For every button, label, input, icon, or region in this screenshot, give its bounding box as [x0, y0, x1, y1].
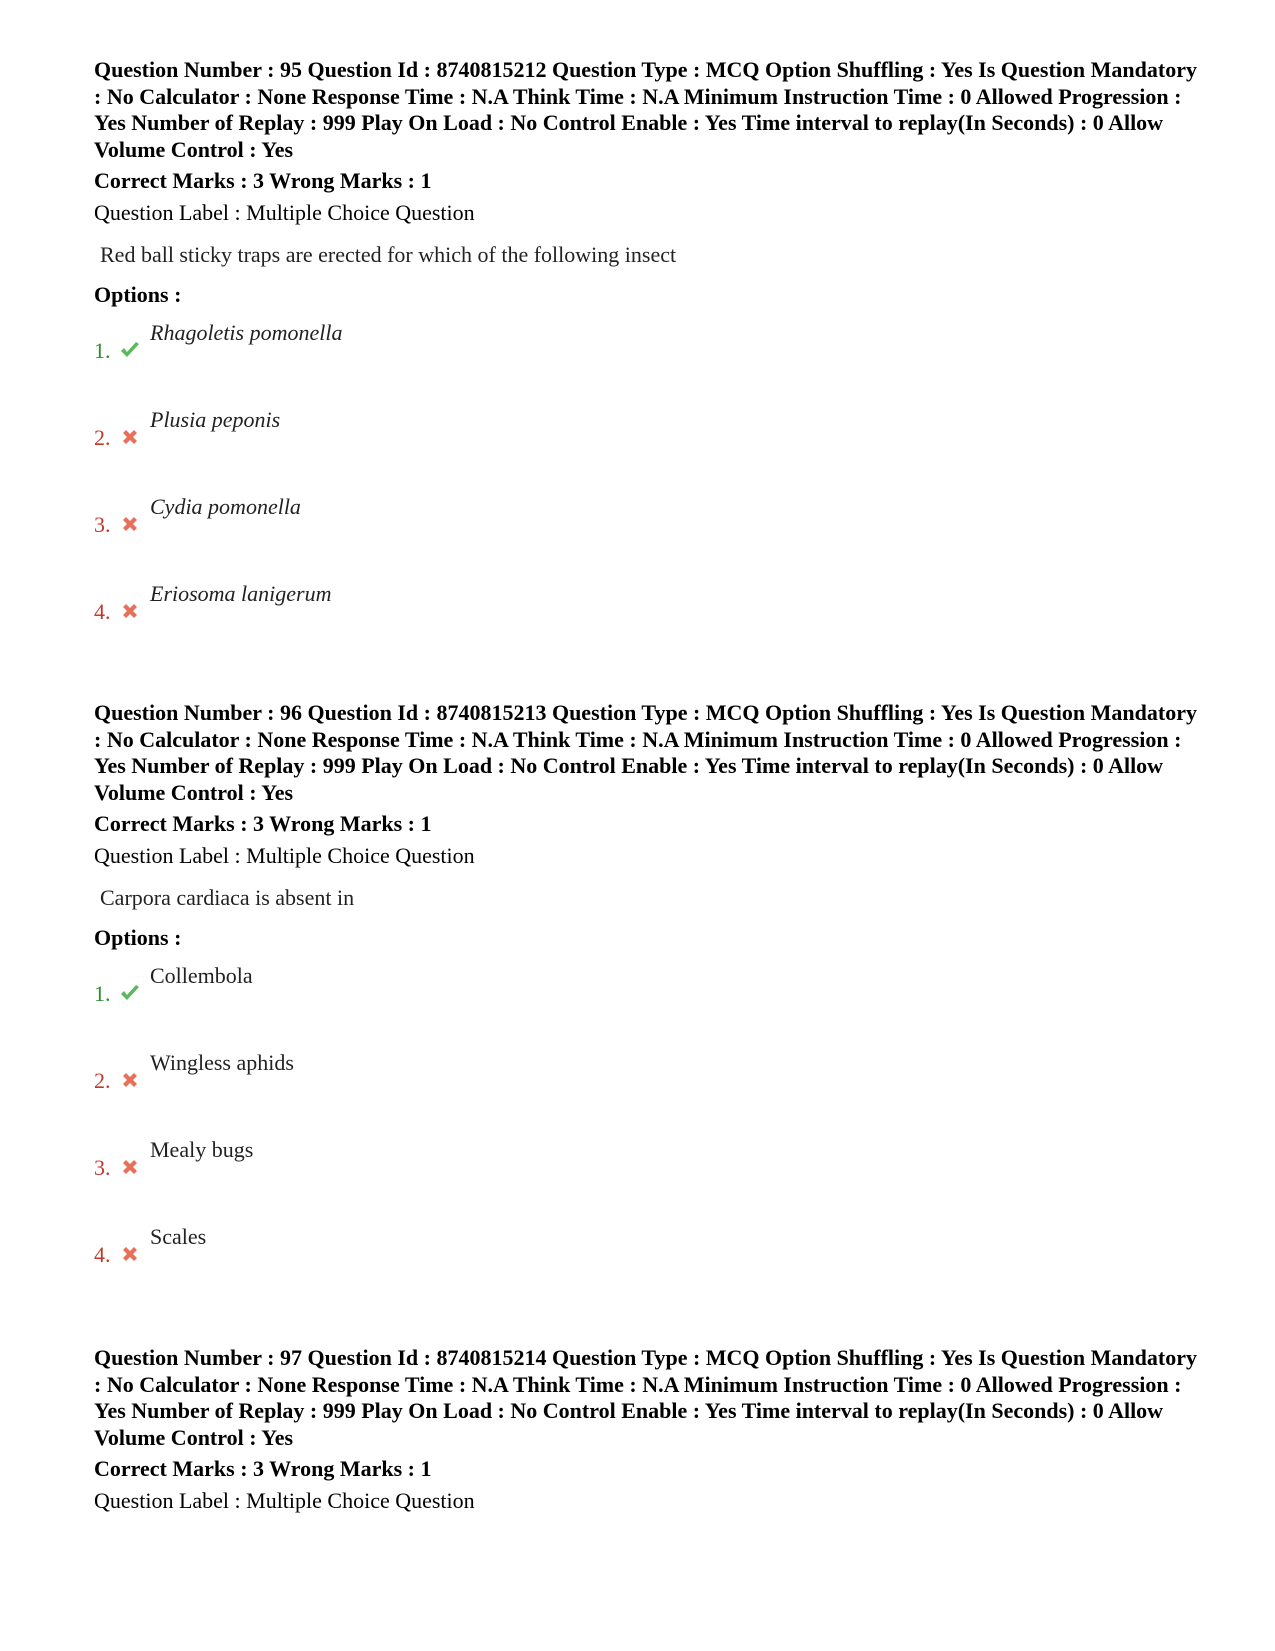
cross-icon	[118, 512, 142, 536]
question-meta: Question Number : 95 Question Id : 8740815212 Question Type : MCQ Option Shuffling : Yes Is Question Mandatory : No Calculator : None Response Time : N.A Think Time : N.A Minimum Instruction Time : 0 Allowed Progression : Yes Number of Replay : 999 Play On Load : No Control Enable : Yes Time interval to replay(In Seconds) : 0 Allow Volume Control : Yes	[94, 57, 1197, 162]
option-4	[94, 1212, 1204, 1299]
option-number: 1.	[94, 338, 111, 363]
question-stem: Carpora cardiaca is absent in	[100, 885, 355, 910]
option-text: Eriosoma lanigerum	[150, 581, 332, 606]
options-list	[94, 308, 1204, 656]
option-number: 4.	[94, 1242, 111, 1267]
option-number: 2.	[94, 425, 111, 450]
option-2	[94, 395, 1204, 482]
option-text: Cydia pomonella	[150, 494, 301, 519]
question-label: Question Label : Multiple Choice Question	[94, 843, 475, 868]
cross-icon	[118, 599, 142, 623]
check-icon	[118, 981, 142, 1005]
option-text: Rhagoletis pomonella	[150, 320, 343, 345]
option-3	[94, 482, 1204, 569]
option-text: Plusia peponis	[150, 407, 281, 432]
question-marks: Correct Marks : 3 Wrong Marks : 1	[94, 811, 432, 836]
options-list	[94, 951, 1204, 1299]
option-3	[94, 1125, 1204, 1212]
option-4	[94, 569, 1204, 656]
option-text: Collembola	[150, 963, 253, 988]
cross-icon	[118, 1068, 142, 1092]
question-marks: Correct Marks : 3 Wrong Marks : 1	[94, 1456, 432, 1481]
option-text: Mealy bugs	[150, 1137, 254, 1162]
cross-icon	[118, 1242, 142, 1266]
option-number: 3.	[94, 512, 111, 537]
option-2	[94, 1038, 1204, 1125]
option-text: Scales	[150, 1224, 207, 1249]
question-meta: Question Number : 97 Question Id : 8740815214 Question Type : MCQ Option Shuffling : Yes Is Question Mandatory : No Calculator : None Response Time : N.A Think Time : N.A Minimum Instruction Time : 0 Allowed Progression : Yes Number of Replay : 999 Play On Load : No Control Enable : Yes Time interval to replay(In Seconds) : 0 Allow Volume Control : Yes	[94, 1345, 1197, 1450]
options-heading: Options :	[94, 282, 182, 307]
option-1	[94, 308, 1204, 395]
option-number: 3.	[94, 1155, 111, 1180]
option-1	[94, 951, 1204, 1038]
question-label: Question Label : Multiple Choice Question	[94, 200, 475, 225]
option-text: Wingless aphids	[150, 1050, 294, 1075]
question-label: Question Label : Multiple Choice Question	[94, 1488, 475, 1513]
question-stem: Red ball sticky traps are erected for which of the following insect	[100, 242, 677, 267]
cross-icon	[118, 1155, 142, 1179]
check-icon	[118, 338, 142, 362]
question-meta: Question Number : 96 Question Id : 8740815213 Question Type : MCQ Option Shuffling : Yes Is Question Mandatory : No Calculator : None Response Time : N.A Think Time : N.A Minimum Instruction Time : 0 Allowed Progression : Yes Number of Replay : 999 Play On Load : No Control Enable : Yes Time interval to replay(In Seconds) : 0 Allow Volume Control : Yes	[94, 700, 1197, 805]
question-97	[94, 1345, 1204, 1514]
cross-icon	[118, 425, 142, 449]
options-heading: Options :	[94, 925, 182, 950]
option-number: 1.	[94, 981, 111, 1006]
question-96	[94, 700, 1204, 1299]
question-95	[94, 57, 1204, 656]
question-marks: Correct Marks : 3 Wrong Marks : 1	[94, 168, 432, 193]
option-number: 2.	[94, 1068, 111, 1093]
option-number: 4.	[94, 599, 111, 624]
